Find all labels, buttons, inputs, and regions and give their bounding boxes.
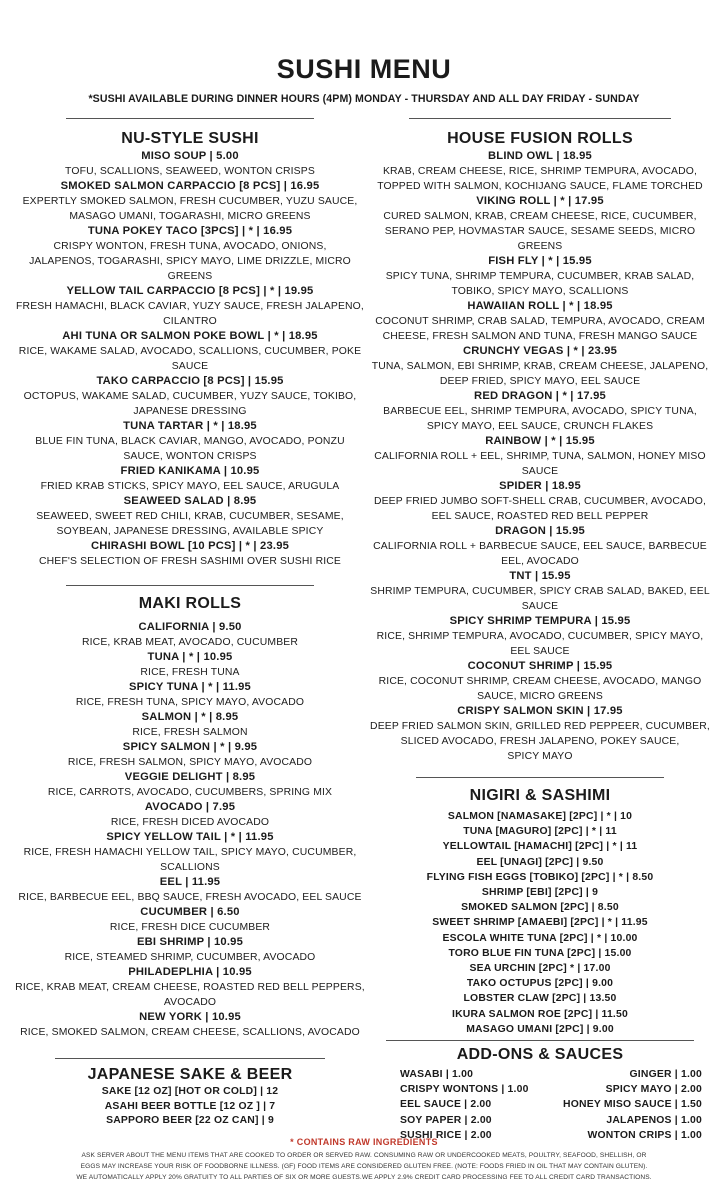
fine-print [10,1150,718,1183]
menu-item-description: GREENS [167,271,213,282]
menu-item-description: SHRIMP TEMPURA, CUCUMBER, SPICY CRAB SALAD, BAKED, EEL [370,586,710,597]
addon-row [400,1067,702,1082]
menu-item-description: FRESH HAMACHI, BLACK CAVIAR, YUZY SAUCE, FRESH JALAPENO, [16,301,364,312]
addon-item: SOY PAPER | 2.00 [400,1114,492,1126]
section-divider [66,585,314,586]
menu-item [366,659,714,704]
menu-item-description: CHEF'S SELECTION OF FRESH SASHIMI OVER SUSHI RICE [38,556,342,567]
menu-item-name: RAINBOW | * | 15.95 [485,435,595,447]
nu-style-section [14,118,366,569]
nigiri-item: SMOKED SALMON [2PC] | 8.50 [461,902,619,914]
nigiri-item: IKURA SALMON ROE [2PC] | 11.50 [452,1008,628,1020]
menu-item-description: SAUCE [521,601,559,612]
sake-item: SAPPORO BEER [22 OZ CAN] | 9 [106,1115,274,1126]
menu-item-description: SPICY TUNA, SHRIMP TEMPURA, CUCUMBER, KRAB SALAD, [385,271,695,282]
menu-item-description: EEL, AVOCADO [501,556,579,567]
menu-item-description: BLUE FIN TUNA, BLACK CAVIAR, MANGO, AVOCADO, PONZU [35,436,345,447]
menu-item-description: MASAGO UMANI, TOGARASHI, MICRO GREENS [69,211,311,222]
menu-item-name: CRUNCHY VEGAS | * | 23.95 [462,345,618,357]
sake-section [14,1058,366,1129]
menu-item-description: TOPPED WITH SALMON, KOCHIJANG SAUCE, FLAME TORCHED [377,181,703,192]
maki-section [14,585,366,1040]
addon-item: EEL SAUCE | 2.00 [400,1099,492,1111]
menu-item-description: SOYBEAN, JAPANESE DRESSING, AVAILABLE SPICY [56,526,324,537]
menu-item [14,770,366,800]
menu-item [14,374,366,419]
sake-item: SAKE [12 OZ] [HOT OR COLD] | 12 [101,1086,279,1097]
section-title: HOUSE FUSION ROLLS [447,130,633,147]
section-divider [416,777,664,778]
menu-item-description: JALAPENOS, TOGARASHI, SPICY MAYO, LIME DRIZZLE, MICRO [29,256,351,267]
menu-item-description: RICE, CARROTS, AVOCADO, CUCUMBERS, SPRING MIX [47,787,333,798]
item-list [14,149,366,569]
menu-item-description: RICE, STEAMED SHRIMP, CUCUMBER, AVOCADO [64,952,316,963]
menu-item-description: RICE, KRAB MEAT, CREAM CHEESE, ROASTED RED BELL PEPPERS, [15,982,365,993]
nigiri-item: EEL [UNAGI] [2PC] | 9.50 [476,856,604,868]
menu-item-name: EBI SHRIMP | 10.95 [136,936,243,948]
menu-item-name: AVOCADO | 7.95 [144,801,236,813]
menu-item [14,965,366,1010]
menu-item-description: COCONUT SHRIMP, CRAB SALAD, TEMPURA, AVOCADO, CREAM [375,316,705,327]
menu-item-description: CALIFORNIA ROLL + BARBECUE SAUCE, EEL SAUCE, BARBECUE [373,541,707,552]
menu-item-description: SERANO PEP, HOVMASTAR SAUCE, SESAME SEEDS, MICRO [384,226,696,237]
addon-item: GINGER | 1.00 [629,1069,702,1080]
menu-item-description: EXPERTLY SMOKED SALMON, FRESH CUCUMBER, YUZU SAUCE, [22,196,358,207]
menu-item [14,329,366,374]
addon-item: CRISPY WONTONS | 1.00 [400,1084,529,1096]
menu-item-name: SPICY SALMON | * | 9.95 [122,741,258,753]
menu-item [366,299,714,344]
menu-item-description: RICE, COCONUT SHRIMP, CREAM CHEESE, AVOCADO, MANGO [378,676,702,687]
menu-item [366,194,714,254]
nigiri-item: SWEET SHRIMP [AMAEBI] [2PC] | * | 11.95 [432,917,648,929]
menu-item-name: SEAWEED SALAD | 8.95 [123,495,257,507]
menu-item [14,800,366,830]
nigiri-item: SALMON [NAMASAKE] [2PC] | * | 10 [447,811,633,822]
menu-item-description: JAPANESE DRESSING [133,406,247,417]
nigiri-item: YELLOWTAIL [HAMACHI] [2PC] | * | 11 [442,841,638,853]
menu-item-name: HAWAIIAN ROLL | * | 18.95 [467,300,613,312]
menu-item [14,905,366,935]
section-title: NIGIRI & SASHIMI [469,787,611,804]
menu-item-description: RICE, FRESH SALMON [132,727,248,738]
menu-item-description: CRISPY WONTON, FRESH TUNA, AVOCADO, ONIONS, [53,241,327,252]
menu-item-name: SPICY TUNA | * | 11.95 [129,681,251,693]
menu-item-description: RICE, FRESH HAMACHI YELLOW TAIL, SPICY MAYO, CUCUMBER, [23,847,357,858]
menu-item [366,569,714,614]
addon-row [400,1113,702,1128]
menu-item-description: KRAB, CREAM CHEESE, RICE, SHRIMP TEMPURA, AVOCADO, [382,166,698,177]
menu-item-description: RICE, WAKAME SALAD, AVOCADO, SCALLIONS, CUCUMBER, POKE [18,346,362,357]
menu-item-name: CUCUMBER | 6.50 [140,906,240,918]
menu-item-description: FRIED KRAB STICKS, SPICY MAYO, EEL SAUCE, ARUGULA [40,481,340,492]
nigiri-section [366,777,714,1037]
nigiri-item: TAKO OCTUPUS [2PC] | 9.00 [466,978,614,990]
section-divider [386,1040,694,1041]
menu-item [14,935,366,965]
menu-item [14,830,366,875]
menu-item [14,1010,366,1040]
menu-item-description: CALIFORNIA ROLL + EEL, SHRIMP, TUNA, SALMON, HONEY MISO [374,451,706,462]
menu-item-name: CALIFORNIA | 9.50 [138,621,242,633]
menu-item-description: EEL SAUCE, ROASTED RED BELL PEPPER [431,511,649,522]
addon-item: SPICY MAYO | 2.00 [605,1084,702,1096]
menu-item [366,254,714,299]
menu-item-description: TUNA, SALMON, EBI SHRIMP, KRAB, CREAM CHEESE, JALAPENO, [371,361,709,372]
menu-item-name: NEW YORK | 10.95 [139,1011,241,1023]
menu-item [14,419,366,464]
nigiri-item: FLYING FISH EGGS [TOBIKO] [2PC] | * | 8.50 [426,871,654,883]
menu-item-description: DEEP FRIED, SPICY MAYO, EEL SAUCE [439,376,641,387]
menu-item-description: RICE, SHRIMP TEMPURA, AVOCADO, CUCUMBER, SPICY MAYO, [376,631,704,642]
menu-item-description: RICE, FRESH TUNA, SPICY MAYO, AVOCADO [75,697,305,708]
menu-item-name: EEL | 11.95 [159,876,221,888]
section-divider [66,118,314,119]
sake-list [14,1085,366,1129]
nigiri-item: ESCOLA WHITE TUNA [2PC] | * | 10.00 [442,932,638,944]
item-list [14,620,366,1040]
menu-item-name: TUNA TARTAR | * | 18.95 [123,420,257,432]
nigiri-item: LOBSTER CLAW [2PC] | 13.50 [463,993,617,1005]
addon-row [400,1097,702,1112]
menu-item [366,344,714,389]
menu-item-description: RICE, SMOKED SALMON, CREAM CHEESE, SCALLIONS, AVOCADO [20,1027,360,1038]
menu-item [14,680,366,710]
menu-item [366,434,714,479]
menu-item [14,494,366,539]
menu-item-name: CHIRASHI BOWL [10 PCS] | * | 23.95 [90,540,290,552]
fine-print-line: WE AUTOMATICALLY APPLY 20% GRATUITY TO ALL PARTIES OF SIX OR MORE GUESTS.WE APPLY 2.9% CREDIT CARD PROCESSING FEE TO ALL CREDIT CARD TRANSACTIONS. [76,1174,652,1181]
addons-list [400,1067,702,1143]
menu-item-description: RICE, FRESH DICED AVOCADO [110,817,270,828]
sake-item: ASAHI BEER BOTTLE [12 OZ ] | 7 [104,1100,276,1112]
menu-item-description: CURED SALMON, KRAB, CREAM CHEESE, RICE, CUCUMBER, [383,211,697,222]
menu-item-name: SPICY SHRIMP TEMPURA | 15.95 [449,615,631,627]
fine-print-line: ASK SERVER ABOUT THE MENU ITEMS THAT ARE COOKED TO ORDER OR SERVED RAW. CONSUMING RAW OR UNDERCOOKED MEATS, POULTRY, SEAFOOD, SHELLISH, OR [81,1152,647,1159]
menu-item-name: BLIND OWL | 18.95 [488,150,592,162]
item-list [366,149,714,764]
menu-item-name: FRIED KANIKAMA | 10.95 [120,465,260,477]
menu-item-name: VEGGIE DELIGHT | 8.95 [124,771,256,783]
menu-item-description: DEEP FRIED JUMBO SOFT-SHELL CRAB, CUCUMBER, AVOCADO, [373,496,707,507]
menu-item-description: SAUCE, WONTON CRISPS [123,451,257,462]
menu-item [366,389,714,434]
menu-item [366,524,714,569]
menu-item [14,284,366,329]
menu-item [14,875,366,905]
menu-item-name: SPICY YELLOW TAIL | * | 11.95 [106,831,274,843]
menu-item-description: SAUCE [521,466,559,477]
menu-item [366,704,714,764]
menu-item [14,224,366,284]
menu-item-description: SAUCE, MICRO GREENS [477,691,603,702]
menu-item-description: CHEESE, FRESH SALMON AND TUNA, FRESH MANGO SAUCE [382,331,698,342]
menu-item-name: TUNA | * | 10.95 [147,651,233,663]
menu-item-name: PHILADEPLHIA | 10.95 [128,966,252,978]
menu-item-description: CILANTRO [163,316,217,327]
addon-item: HONEY MISO SAUCE | 1.50 [563,1099,702,1111]
menu-item [14,620,366,650]
menu-item-name: RED DRAGON | * | 17.95 [474,390,606,402]
menu-item-name: YELLOW TAIL CARPACCIO [8 PCS] | * | 19.95 [66,285,314,297]
nigiri-item: SEA URCHIN [2PC] * | 17.00 [469,963,611,975]
menu-item-name: MISO SOUP | 5.00 [141,150,239,162]
menu-item-description: RICE, FRESH SALMON, SPICY MAYO, AVOCADO [67,757,313,768]
addon-item: WASABI | 1.00 [400,1069,474,1080]
fusion-section [366,118,714,764]
menu-item-description: TOFU, SCALLIONS, SEAWEED, WONTON CRISPS [65,166,315,177]
menu-item-name: FISH FLY | * | 15.95 [488,255,592,267]
menu-item [14,740,366,770]
menu-item-description: SLICED AVOCADO, FRESH JALAPENO, POKEY SAUCE, [400,736,680,747]
menu-item-name: TAKO CARPACCIO [8 PCS] | 15.95 [96,375,284,387]
menu-item [366,149,714,194]
raw-ingredients-note: * CONTAINS RAW INGREDIENTS [290,1137,438,1147]
availability-note: *SUSHI AVAILABLE DURING DINNER HOURS (4PM) MONDAY - THURSDAY AND ALL DAY FRIDAY - SUNDAY [88,93,640,105]
section-divider [409,118,671,119]
menu-item-description: GREENS [517,241,563,252]
menu-item [14,539,366,569]
menu-title: SUSHI MENU [276,54,452,84]
menu-item-name: SMOKED SALMON CARPACCIO [8 PCS] | 16.95 [60,180,320,192]
nigiri-item: SHRIMP [EBI] [2PC] | 9 [481,887,599,899]
menu-item [366,614,714,659]
menu-item-description: DEEP FRIED SALMON SKIN, GRILLED RED PEPPEER, CUCUMBER, [370,721,710,732]
menu-item-description: SPICY MAYO, EEL SAUCE, CRUNCH FLAKES [426,421,654,432]
menu-item-name: VIKING ROLL | * | 17.95 [476,195,604,207]
menu-item [14,710,366,740]
menu-item-name: SALMON | * | 8.95 [141,711,239,723]
section-title: ADD-ONS & SAUCES [456,1046,624,1063]
section-title: JAPANESE SAKE & BEER [87,1066,293,1083]
addon-item: JALAPENOS | 1.00 [606,1114,702,1126]
menu-item [14,149,366,179]
menu-item [14,464,366,494]
addon-item: SUSHI RICE | 2.00 [400,1129,492,1141]
menu-item-name: COCONUT SHRIMP | 15.95 [467,660,613,672]
section-divider [55,1058,325,1059]
nigiri-list [366,809,714,1037]
menu-item-name: TNT | 15.95 [509,570,571,582]
addon-row [400,1082,702,1097]
menu-item [366,479,714,524]
menu-item-description: TOBIKO, SPICY MAYO, SCALLIONS [451,286,629,297]
fine-print-line: EGGS MAY INCREASE YOUR RISK OF FOODBORNE ILLNESS. (GF) FOOD ITEMS ARE CONSIDERED GLUTEN FREE. (NOTE: FOODS FRIED IN OIL THAT MAY CONTAIN GLUTEN). [80,1163,648,1170]
menu-item-name: TUNA POKEY TACO [3PCS] | * | 16.95 [87,225,293,237]
menu-item-description: SCALLIONS [160,862,220,873]
menu-item-description: RICE, BARBECUE EEL, BBQ SAUCE, FRESH AVOCADO, EEL SAUCE [18,892,362,903]
menu-item [14,179,366,224]
section-title: MAKI ROLLS [138,595,242,612]
nigiri-item: MASAGO UMANI [2PC] | 9.00 [466,1023,614,1035]
menu-item [14,650,366,680]
menu-item-description: EEL SAUCE [510,646,570,657]
section-title: NU-STYLE SUSHI [121,130,259,147]
menu-item-description: RICE, FRESH TUNA [140,667,240,678]
menu-item-description: RICE, FRESH DICE CUCUMBER [109,922,271,933]
menu-item-description: SPICY MAYO [507,751,573,762]
addons-divider-wrap [366,1040,714,1065]
menu-item-description: SEAWEED, SWEET RED CHILI, KRAB, CUCUMBER, SESAME, [36,511,344,522]
menu-item-name: DRAGON | 15.95 [495,525,585,537]
nigiri-item: TUNA [MAGURO] [2PC] | * | 11 [463,826,617,838]
menu-item-name: SPIDER | 18.95 [499,480,581,492]
addon-item: WONTON CRIPS | 1.00 [587,1129,702,1141]
menu-item-description: SAUCE [171,361,209,372]
nigiri-item: TORO BLUE FIN TUNA [2PC] | 15.00 [448,947,632,959]
menu-item-description: OCTOPUS, WAKAME SALAD, CUCUMBER, YUZY SAUCE, TOKIBO, [23,391,357,402]
menu-item-description: RICE, KRAB MEAT, AVOCADO, CUCUMBER [81,637,299,648]
menu-item-description: BARBECUE EEL, SHRIMP TEMPURA, AVOCADO, SPICY TUNA, [383,406,697,417]
menu-item-name: CRISPY SALMON SKIN | 17.95 [457,705,623,717]
menu-item-description: AVOCADO [163,997,217,1008]
menu-item-name: AHI TUNA OR SALMON POKE BOWL | * | 18.95 [62,330,318,342]
